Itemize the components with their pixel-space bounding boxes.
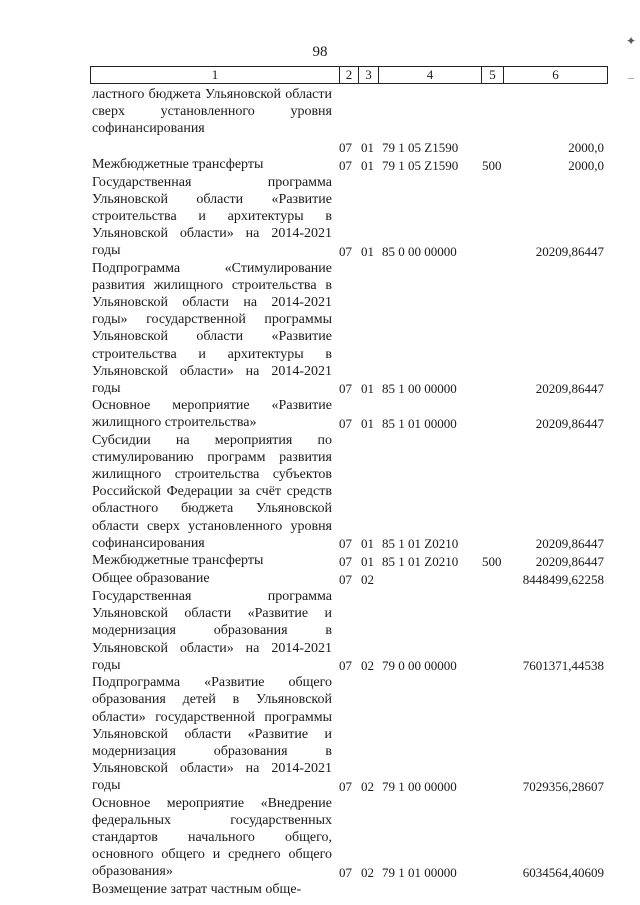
row-section-code: 07 bbox=[339, 658, 352, 674]
row-codes bbox=[339, 778, 612, 795]
row-name: Государственная программа Ульяновской области «Развитие и модернизация образования в Ульяновской области» на 2014-2021 годы bbox=[92, 589, 332, 673]
row-codes bbox=[339, 415, 612, 432]
row-subsection-code: 02 bbox=[361, 658, 374, 674]
row-codes bbox=[339, 657, 612, 674]
table-row bbox=[92, 795, 612, 881]
row-subsection-code: 01 bbox=[361, 415, 374, 431]
row-subsection-code: 02 bbox=[361, 778, 374, 794]
table-row bbox=[92, 397, 612, 431]
row-codes bbox=[339, 535, 612, 552]
row-subsection-code: 01 bbox=[361, 157, 374, 173]
table-row bbox=[92, 674, 612, 794]
table-row bbox=[92, 174, 612, 260]
row-subsection-code: 01 bbox=[361, 243, 374, 259]
row-name: Подпрограмма «Стимулирование развития жилищного строительства в Ульяновской области на 2014-2021 годы» государственной программы Ульяновской области «Развитие строительства и архитектуры в Ульяновской области» на 2014-2021 годы bbox=[92, 260, 332, 397]
row-section-code: 07 bbox=[339, 381, 352, 397]
row-amount: 2000,0 bbox=[568, 157, 604, 173]
table-row bbox=[92, 138, 612, 156]
header-col-1: 1 bbox=[211, 67, 219, 82]
header-col-6: 6 bbox=[503, 67, 607, 83]
row-codes bbox=[339, 139, 612, 156]
row-subsection-code: 01 bbox=[361, 554, 374, 570]
margin-mark-top-right: ✦ bbox=[625, 34, 636, 48]
row-target-article-code: 79 1 05 Z1590 bbox=[382, 157, 459, 173]
row-codes bbox=[339, 380, 612, 397]
row-section-code: 07 bbox=[339, 243, 352, 259]
row-subsection-code: 02 bbox=[361, 864, 374, 880]
margin-mark-right: – bbox=[628, 70, 634, 84]
row-amount: 7601371,44538 bbox=[522, 658, 604, 674]
row-codes bbox=[339, 243, 612, 260]
row-target-article-code: 85 0 00 00000 bbox=[382, 243, 457, 259]
row-amount: 20209,86447 bbox=[535, 243, 604, 259]
row-subsection-code: 02 bbox=[361, 572, 374, 588]
table-row bbox=[92, 86, 612, 138]
row-section-code: 07 bbox=[339, 139, 352, 155]
row-target-article-code: 85 1 01 Z0210 bbox=[382, 554, 459, 570]
row-target-article-code: 85 1 01 Z0210 bbox=[382, 536, 459, 552]
table-row bbox=[92, 570, 612, 588]
row-section-code: 07 bbox=[339, 157, 352, 173]
row-name: Основное мероприятие «Развитие жилищного строительства» bbox=[92, 398, 332, 431]
row-name: Основное мероприятие «Внедрение федеральных государственных стандартов начального общего, основного общего и среднего общего образования» bbox=[92, 795, 332, 880]
row-target-article-code: 79 1 01 00000 bbox=[382, 864, 457, 880]
row-amount: 7029356,28607 bbox=[522, 778, 604, 794]
row-target-article-code: 79 1 00 00000 bbox=[382, 778, 457, 794]
row-codes bbox=[339, 864, 612, 881]
row-codes bbox=[339, 553, 612, 570]
row-section-code: 07 bbox=[339, 536, 352, 552]
row-section-code: 07 bbox=[339, 778, 352, 794]
row-amount: 6034564,40609 bbox=[522, 864, 604, 880]
row-expense-type-code: 500 bbox=[482, 157, 502, 173]
row-codes bbox=[339, 571, 612, 588]
row-codes bbox=[339, 157, 612, 174]
table-row bbox=[92, 588, 612, 674]
row-amount: 20209,86447 bbox=[535, 554, 604, 570]
row-expense-type-code: 500 bbox=[482, 554, 502, 570]
row-subsection-code: 01 bbox=[361, 381, 374, 397]
row-section-code: 07 bbox=[339, 864, 352, 880]
row-target-article-code: 79 0 00 00000 bbox=[382, 658, 457, 674]
header-col-2: 2 bbox=[339, 67, 358, 83]
table-header bbox=[90, 66, 608, 84]
table-row bbox=[92, 881, 612, 899]
row-codes bbox=[339, 121, 612, 138]
row-amount: 20209,86447 bbox=[535, 381, 604, 397]
row-name: Общее образование bbox=[92, 571, 210, 587]
row-section-code: 07 bbox=[339, 415, 352, 431]
row-subsection-code: 01 bbox=[361, 139, 374, 155]
table-row bbox=[92, 156, 612, 174]
row-name: Межбюджетные трансферты bbox=[92, 553, 264, 569]
row-amount: 20209,86447 bbox=[535, 536, 604, 552]
table-row bbox=[92, 432, 612, 552]
row-name: Возмещение затрат частным обще- bbox=[92, 881, 302, 897]
row-name: ластного бюджета Ульяновской области сверх установленного уровня софинансирования bbox=[92, 87, 332, 137]
row-name: Подпрограмма «Развитие общего образования детей в Ульяновской области» государственной программы Ульяновской области «Развитие и модернизация образования в Ульяновской области» на 2014-2021 годы bbox=[92, 675, 332, 794]
header-col-3: 3 bbox=[358, 67, 378, 83]
row-amount: 2000,0 bbox=[568, 139, 604, 155]
row-section-code: 07 bbox=[339, 572, 352, 588]
row-subsection-code: 01 bbox=[361, 536, 374, 552]
row-target-article-code: 85 1 00 00000 bbox=[382, 381, 457, 397]
page-number: 98 bbox=[312, 44, 328, 60]
row-target-article-code: 85 1 01 00000 bbox=[382, 415, 457, 431]
row-name: Субсидии на мероприятия по стимулированию программ развития жилищного строительства субъектов Российской Федерации за счёт средств областного бюджета Ульяновской области сверх установленного уровня софинансирования bbox=[92, 432, 332, 551]
row-section-code: 07 bbox=[339, 554, 352, 570]
header-col-4: 4 bbox=[378, 67, 481, 83]
table-row bbox=[92, 552, 612, 570]
row-name: Государственная программа Ульяновской области «Развитие строительства и архитектуры в Ульяновской области» на 2014-2021 годы bbox=[92, 174, 332, 259]
row-target-article-code: 79 1 05 Z1590 bbox=[382, 139, 459, 155]
table-row bbox=[92, 260, 612, 398]
header-col-5: 5 bbox=[481, 67, 503, 83]
row-amount: 20209,86447 bbox=[535, 415, 604, 431]
row-name: Межбюджетные трансферты bbox=[92, 156, 264, 172]
row-codes bbox=[339, 882, 612, 899]
row-amount: 8448499,62258 bbox=[522, 572, 604, 588]
table-body bbox=[92, 86, 612, 899]
